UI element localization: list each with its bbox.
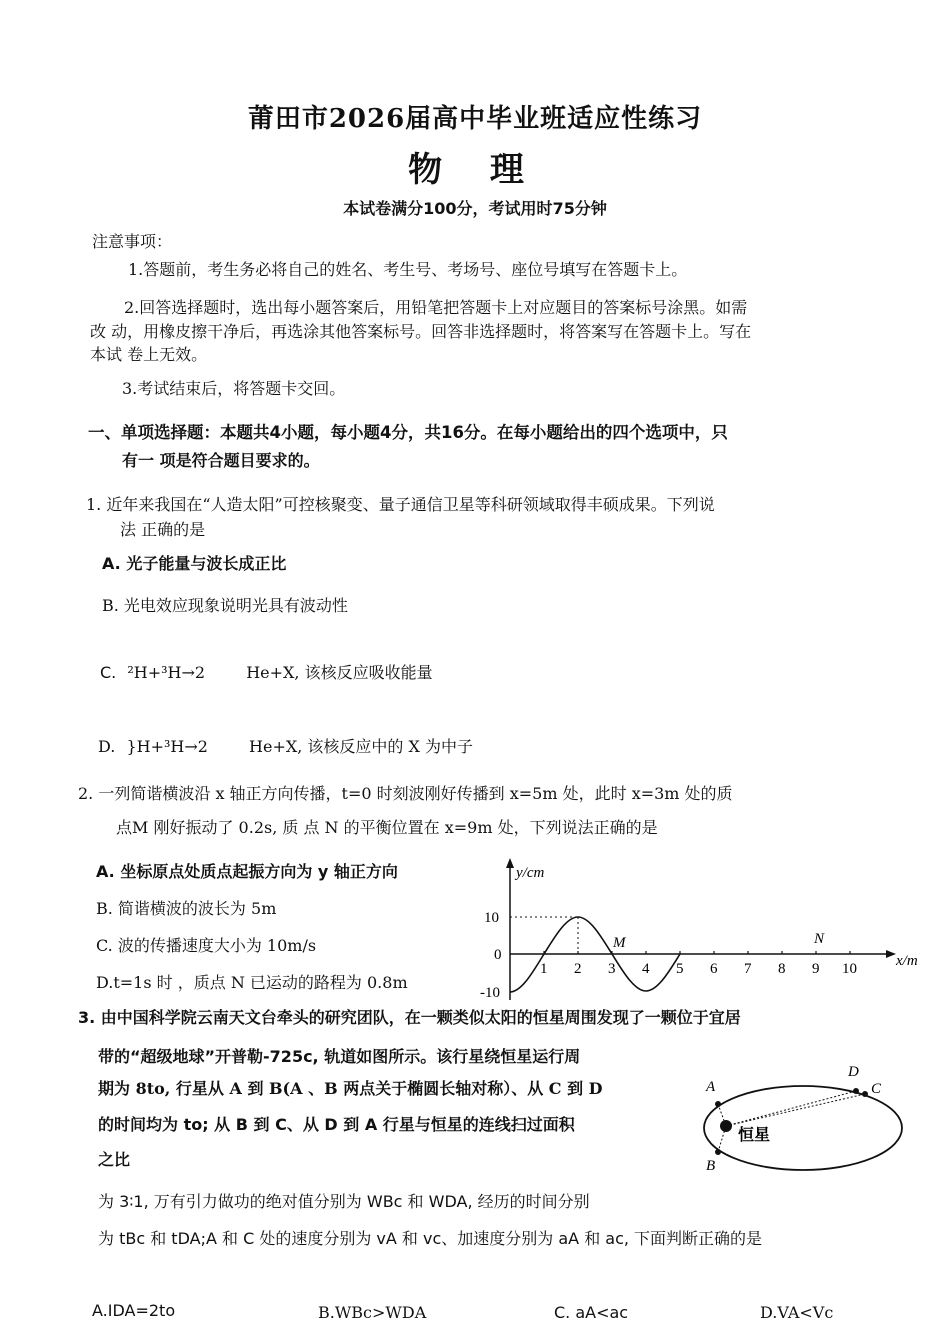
- notes-heading: 注意事项：: [92, 232, 173, 251]
- orbit-label-d: D: [848, 1064, 859, 1080]
- q2-option-b: B. 简谐横波的波长为 5m: [96, 899, 277, 918]
- orbit-ellipse: [704, 1086, 902, 1170]
- wave-point-m-label: M: [613, 935, 626, 951]
- subject-title: 物 理: [408, 150, 542, 190]
- section-1-heading-line-1: 一、单项选择题：本题共4小题，每小题4分，共16分。在每小题给出的四个选项中，只: [88, 423, 728, 442]
- orbit-label-c: C: [871, 1081, 882, 1097]
- wave-point-n-label: N: [814, 931, 825, 947]
- wave-graph-x-tick-7: 7: [744, 961, 752, 977]
- q3-stem-line-3: 期为 8to, 行星从 A 到 B(A 、B 两点关于椭圆长轴对称）、从 C 到 D: [98, 1079, 603, 1098]
- q2-option-d: D.t=1s 时 ，质点 N 已运动的路程为 0.8m: [96, 973, 408, 992]
- notes-item-3: 3.考试结束后，将答题卡交回。: [122, 379, 346, 398]
- q3-stem-line-5: 之比: [98, 1150, 131, 1169]
- wave-graph-x-tick-1: 1: [540, 961, 548, 977]
- section-1-heading-line-2: 有一 项是符合题目要求的。: [122, 451, 320, 470]
- q3-option-a: A.IDA=2to: [92, 1301, 176, 1320]
- orbit-label-b: B: [706, 1158, 716, 1174]
- q1-stem-line-1: 1. 近年来我国在“人造太阳”可控核聚变、量子通信卫星等科研领域取得丰硕成果。下列说: [86, 495, 715, 514]
- q2-stem-line-1: 2. 一列简谐横波沿 x 轴正方向传播，t=0 时刻波刚好传播到 x=5m 处，此时 x=3m 处的质: [78, 784, 733, 803]
- wave-graph-x-tick-5: 5: [676, 961, 684, 977]
- q1-option-c: [100, 661, 433, 685]
- wave-graph: [470, 855, 930, 1010]
- orbit-label-a: A: [706, 1079, 716, 1095]
- wave-graph-x-tick-8: 8: [778, 961, 786, 977]
- q3-stem-line-4: 的时间均为 to; 从 B 到 C、从 D 到 A 行星与恒星的连线扫过面积: [98, 1115, 575, 1134]
- q3-stem-line-7: 为 tBc 和 tDA;A 和 C 处的速度分别为 vA 和 vc、加速度分别为 aA 和 ac, 下面判断正确的是: [98, 1229, 763, 1248]
- q2-option-c: C. 波的传播速度大小为 10m/s: [96, 936, 317, 955]
- q1-option-c-equation: ²H+³H→2: [127, 663, 206, 682]
- q3-option-d: D.VA<Vc: [760, 1303, 834, 1322]
- wave-graph-y-arrow: [506, 858, 514, 868]
- q2-option-a: A. 坐标原点处质点起振方向为 y 轴正方向: [96, 862, 398, 881]
- q3-option-b: B.WBc>WDA: [318, 1303, 427, 1322]
- radius-line-d: [726, 1091, 856, 1126]
- q1-option-c-text: He+X, 该核反应吸收能量: [246, 663, 433, 682]
- wave-graph-y-tick-10: 10: [484, 910, 499, 926]
- notes-item-2-line-3: 本试 卷上无效。: [90, 345, 208, 364]
- q2-stem-line-2: 点M 刚好振动了 0.2s, 质 点 N 的平衡位置在 x=9m 处，下列说法正确的是: [116, 818, 658, 837]
- notes-item-1: 1.答题前，考生务必将自己的姓名、考生号、考场号、座位号填写在答题卡上。: [128, 260, 688, 279]
- wave-graph-x-tick-3: 3: [608, 961, 616, 977]
- q1-option-d-equation: }H+³H→2: [126, 737, 208, 756]
- wave-graph-y-label: y/cm: [516, 865, 545, 881]
- wave-graph-x-tick-10: 10: [842, 961, 857, 977]
- wave-graph-x-arrow: [886, 950, 896, 958]
- q3-option-c: C. aA<ac: [554, 1303, 629, 1322]
- q1-option-c-label: C.: [100, 663, 117, 682]
- q1-option-d-text: He+X, 该核反应中的 X 为中子: [249, 737, 473, 756]
- wave-graph-x-label: x/m: [896, 953, 918, 969]
- q1-option-a: A. 光子能量与波长成正比: [102, 554, 287, 573]
- notes-item-2-line-2: 改 动，用橡皮擦干净后，再选涂其他答案标号。回答非选择题时，将答案写在答题卡上。写在: [90, 322, 752, 341]
- wave-graph-x-tick-2: 2: [574, 961, 582, 977]
- exam-title: 莆田市2026届高中毕业班适应性练习: [247, 104, 703, 134]
- exam-meta: 本试卷满分100分，考试用时75分钟: [343, 199, 607, 218]
- wave-graph-x-tick-4: 4: [642, 961, 650, 977]
- wave-graph-x-tick-9: 9: [812, 961, 820, 977]
- notes-item-2-line-1: 2.回答选择题时，选出每小题答案后，用铅笔把答题卡上对应题目的答案标号涂黑。如需: [124, 298, 748, 317]
- q3-stem-line-2: 带的“超级地球”开普勒-725c, 轨道如图所示。该行星绕恒星运行周: [98, 1047, 581, 1066]
- orbit-diagram: [698, 1058, 910, 1178]
- q1-option-d: [98, 735, 473, 759]
- orbit-star-label: 恒星: [738, 1125, 771, 1144]
- wave-graph-x-tick-6: 6: [710, 961, 718, 977]
- q1-stem-line-2: 法 正确的是: [120, 520, 206, 539]
- wave-graph-y-tick-minus-10: -10: [480, 985, 500, 1001]
- q3-stem-line-6: 为 3∶1, 万有引力做功的绝对值分别为 WBc 和 WDA, 经历的时间分别: [98, 1192, 590, 1211]
- q1-option-b: B. 光电效应现象说明光具有波动性: [102, 596, 348, 615]
- wave-graph-y-tick-0: 0: [494, 947, 502, 963]
- q1-option-d-label: D.: [98, 737, 116, 756]
- radius-line-c: [726, 1094, 865, 1126]
- q3-stem-line-1: 3. 由中国科学院云南天文台牵头的研究团队，在一颗类似太阳的恒星周围发现了一颗位于宜居: [78, 1008, 741, 1027]
